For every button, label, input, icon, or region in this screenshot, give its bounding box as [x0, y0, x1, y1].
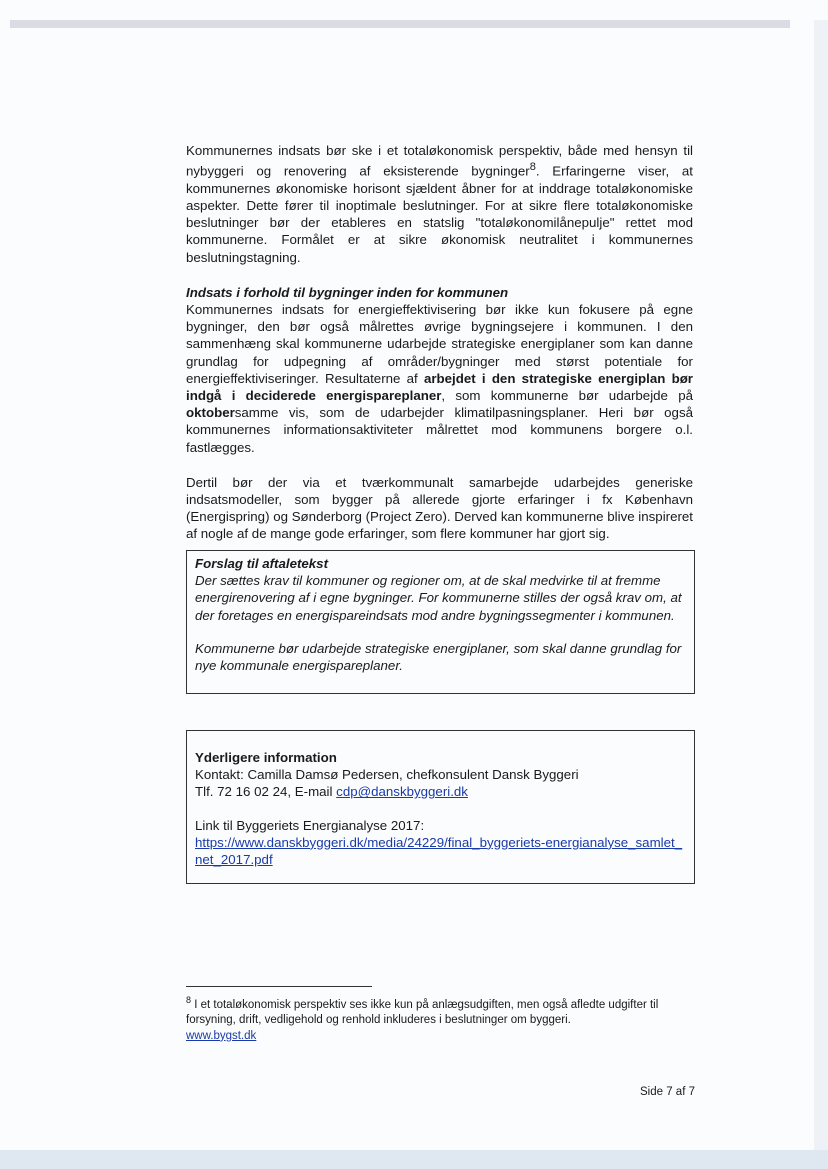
proposal-text-2: Kommunerne bør udarbejde strategiske energiplaner, som skal danne grundlag for nye kommunale energispareplaner. — [195, 640, 682, 674]
info-box — [186, 730, 695, 884]
page-number: Side 7 af 7 — [640, 1086, 695, 1098]
email-link[interactable]: cdp@danskbyggeri.dk — [336, 784, 468, 800]
scan-edge-top — [10, 20, 790, 28]
proposal-text-1: Der sættes krav til kommuner og regioner om, at de skal medvirke til at fremme energirenovering af i egne bygninger. For kommunerne stilles der også krav om, at der foretages en energispareindsats mod andre bygningssegmenter i kommunen. — [195, 573, 682, 623]
paragraph-2: Indsats i forhold til bygninger inden for kommunen Kommunernes indsats for energieffektivisering bør ikke kun fokusere på egne bygninger, den bør også målrettes øvrige bygningsejere i kommunen. I den sammenhæng skal kommunerne udarbejde strategiske energiplaner som kan danne grundlag for udpegning af områder/bygninger med størst potentiale for energieffektiviseringer. Resultaterne af arbejdet i den strategiske energiplan bør indgå i deciderede energisparеplaner, som kommunerne bør udarbejde på oktobersamme vis, som de udarbejder klimatilpasningsplaner. Heri bør også kommunernes informationsaktiviteter målrettet mod kommunens borgere o.l. fastlægges. — [186, 284, 693, 455]
footnote-ref[interactable]: 8 — [529, 161, 536, 174]
scan-edge-bottom — [0, 1150, 828, 1169]
proposal-box — [186, 550, 695, 694]
body-text — [186, 142, 693, 561]
phone-line: Tlf. 72 16 02 24, E-mail cdp@danskbyggeri.dk — [195, 784, 468, 800]
footnote-link[interactable]: www.bygst.dk — [186, 1029, 257, 1042]
info-title: Yderligere information — [195, 750, 337, 765]
paragraph-1: Kommunernes indsats bør ske i et totaløkonomisk perspektiv, både med hensyn til nybyggeri og renovering af eksisterende bygninger$^8$. Erfaringerne viser, at kommunernes økonomiske horisont sjældent åbner for at inddrage totaløkonomiske aspekter. Dette fører til inoptimale beslutninger. For at sikre flere totaløkonomiske beslutninger bør der etableres en statslig "totaløkonomilånepulje" rettet mod kommunerne. Formålet er at sikre økonomisk neutralitet i kommunernes beslutningstagning. — [186, 143, 693, 265]
footnote-divider — [186, 986, 372, 987]
link-label: Link til Byggeriets Energianalyse 2017: — [195, 817, 425, 833]
scan-edge-right — [814, 20, 828, 1160]
section-heading: Indsats i forhold til bygninger inden for kommunen — [186, 284, 509, 300]
report-link[interactable]: https://www.danskbyggeri.dk/media/24229/final_byggeriets-energianalyse_samlet_net_2017.pdf — [195, 834, 683, 868]
footnote-number: 8 — [186, 995, 192, 1005]
footnote: $^8$ I et totaløkonomisk perspektiv ses ikke kun på anlægsudgiften, men også afledte udgifter til forsyning, drift, vedligehold og renhold inkluderes i beslutninger om byggeri. www.bygst.dk — [186, 995, 659, 1042]
paragraph-3: Dertil bør der via et tværkommunalt samarbejde udarbejdes generiske indsatsmodeller, som bygger på allerede gjorte erfaringer i fx København (Energispring) og Sønderborg (Project Zero). Derved kan kommunerne blive inspireret af nogle af de mange gode erfaringer, som flere kommuner har gjort sig. — [186, 474, 693, 542]
contact-line: Kontakt: Camilla Damsø Pedersen, chefkonsulent Dansk Byggeri — [195, 767, 579, 783]
proposal-title: Forslag til aftaletekst — [195, 556, 329, 571]
